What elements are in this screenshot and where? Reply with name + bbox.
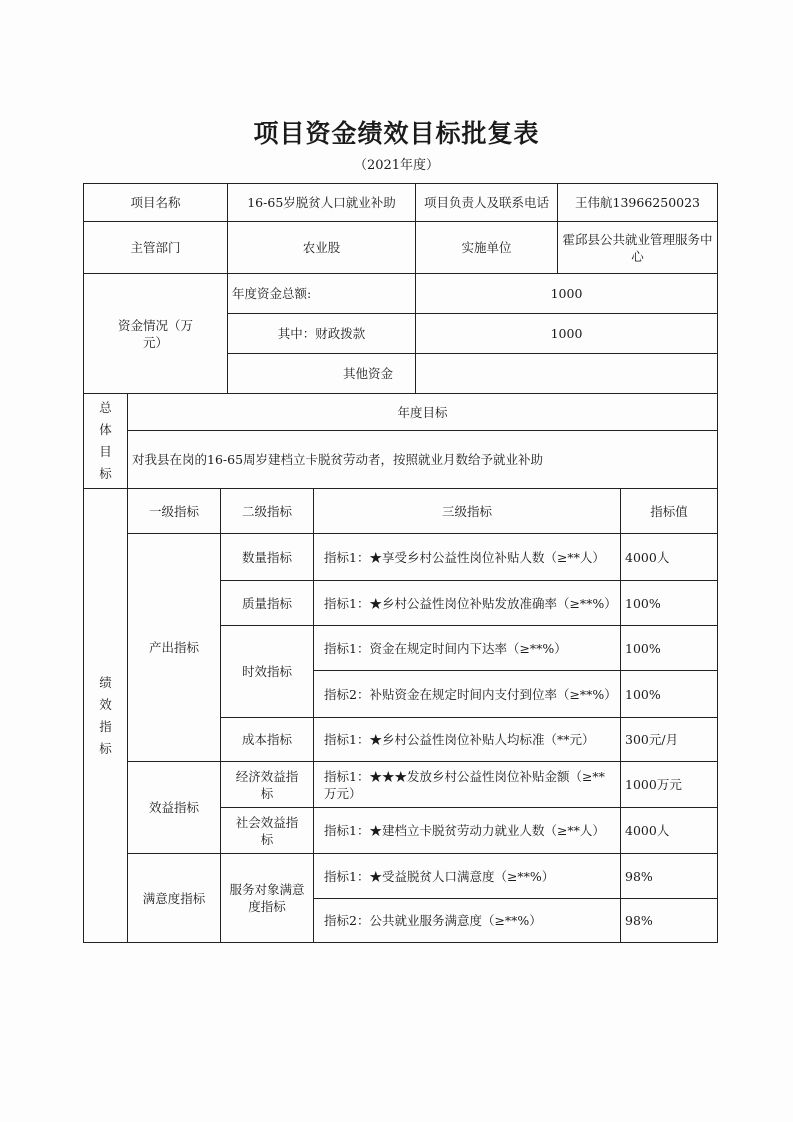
goal-text: 对我县在岗的16-65周岁建档立卡脱贫劳动者，按照就业月数给予就业补助	[128, 431, 718, 489]
level2-quality: 质量指标	[221, 581, 314, 626]
goal-label: 总体目标	[84, 394, 128, 489]
indicator: 指标1：★★★发放乡村公益性岗位补贴金额（≥**万元）	[314, 762, 621, 808]
funds-other	[416, 354, 718, 394]
indicator: 指标1：★乡村公益性岗位补贴人均标准（**元）	[314, 718, 621, 762]
indicator: 指标2：公共就业服务满意度（≥**%）	[314, 899, 621, 943]
funds-label: 资金情况（万元）	[84, 274, 228, 394]
project-name-label: 项目名称	[84, 184, 228, 222]
contact: 王伟航13966250023	[558, 184, 718, 222]
dept-label: 主管部门	[84, 222, 228, 274]
indicator-value: 1000万元	[621, 762, 718, 808]
goal-header: 年度目标	[128, 394, 718, 431]
indicator: 指标1：★建档立卡脱贫劳动力就业人数（≥**人）	[314, 808, 621, 854]
indicator-value: 100%	[621, 581, 718, 626]
funds-total-label: 年度资金总额:	[228, 274, 416, 314]
impl: 霍邱县公共就业管理服务中心	[558, 222, 718, 274]
indicator-value: 98%	[621, 854, 718, 899]
funds-total: 1000	[416, 274, 718, 314]
level2-service-satisfaction: 服务对象满意度指标	[221, 854, 314, 943]
funds-other-label: 其他资金	[228, 354, 416, 394]
level2-timeliness: 时效指标	[221, 626, 314, 718]
dept: 农业股	[228, 222, 416, 274]
indicator-value: 100%	[621, 626, 718, 671]
contact-label: 项目负责人及联系电话	[416, 184, 558, 222]
level2-economic: 经济效益指标	[221, 762, 314, 808]
indicator-value: 4000人	[621, 534, 718, 581]
header-value: 指标值	[621, 489, 718, 534]
indicator: 指标1：★乡村公益性岗位补贴发放准确率（≥**%）	[314, 581, 621, 626]
indicator-value: 98%	[621, 899, 718, 943]
project-name: 16-65岁脱贫人口就业补助	[228, 184, 416, 222]
indicator: 指标1：资金在规定时间内下达率（≥**%）	[314, 626, 621, 671]
funds-fiscal-label: 其中：财政拨款	[228, 314, 416, 354]
indicator: 指标2：补贴资金在规定时间内支付到位率（≥**%）	[314, 671, 621, 718]
level2-social: 社会效益指标	[221, 808, 314, 854]
header-level2: 二级指标	[221, 489, 314, 534]
level2-cost: 成本指标	[221, 718, 314, 762]
header-level1: 一级指标	[128, 489, 221, 534]
indicator-value: 100%	[621, 671, 718, 718]
page-title: 项目资金绩效目标批复表	[253, 119, 540, 148]
indicator-value: 4000人	[621, 808, 718, 854]
indicator: 指标1：★享受乡村公益性岗位补贴人数（≥**人）	[314, 534, 621, 581]
level1-satisfaction: 满意度指标	[128, 854, 221, 943]
indicator-value: 300元/月	[621, 718, 718, 762]
year-subtitle: （2021年度）	[353, 158, 440, 173]
level1-output: 产出指标	[128, 534, 221, 762]
indicator: 指标1：★受益脱贫人口满意度（≥**%）	[314, 854, 621, 899]
level2-quantity: 数量指标	[221, 534, 314, 581]
header-level3: 三级指标	[314, 489, 621, 534]
perf-label: 绩效指标	[84, 489, 128, 943]
performance-table	[83, 183, 718, 943]
level1-benefit: 效益指标	[128, 762, 221, 854]
funds-fiscal: 1000	[416, 314, 718, 354]
impl-label: 实施单位	[416, 222, 558, 274]
